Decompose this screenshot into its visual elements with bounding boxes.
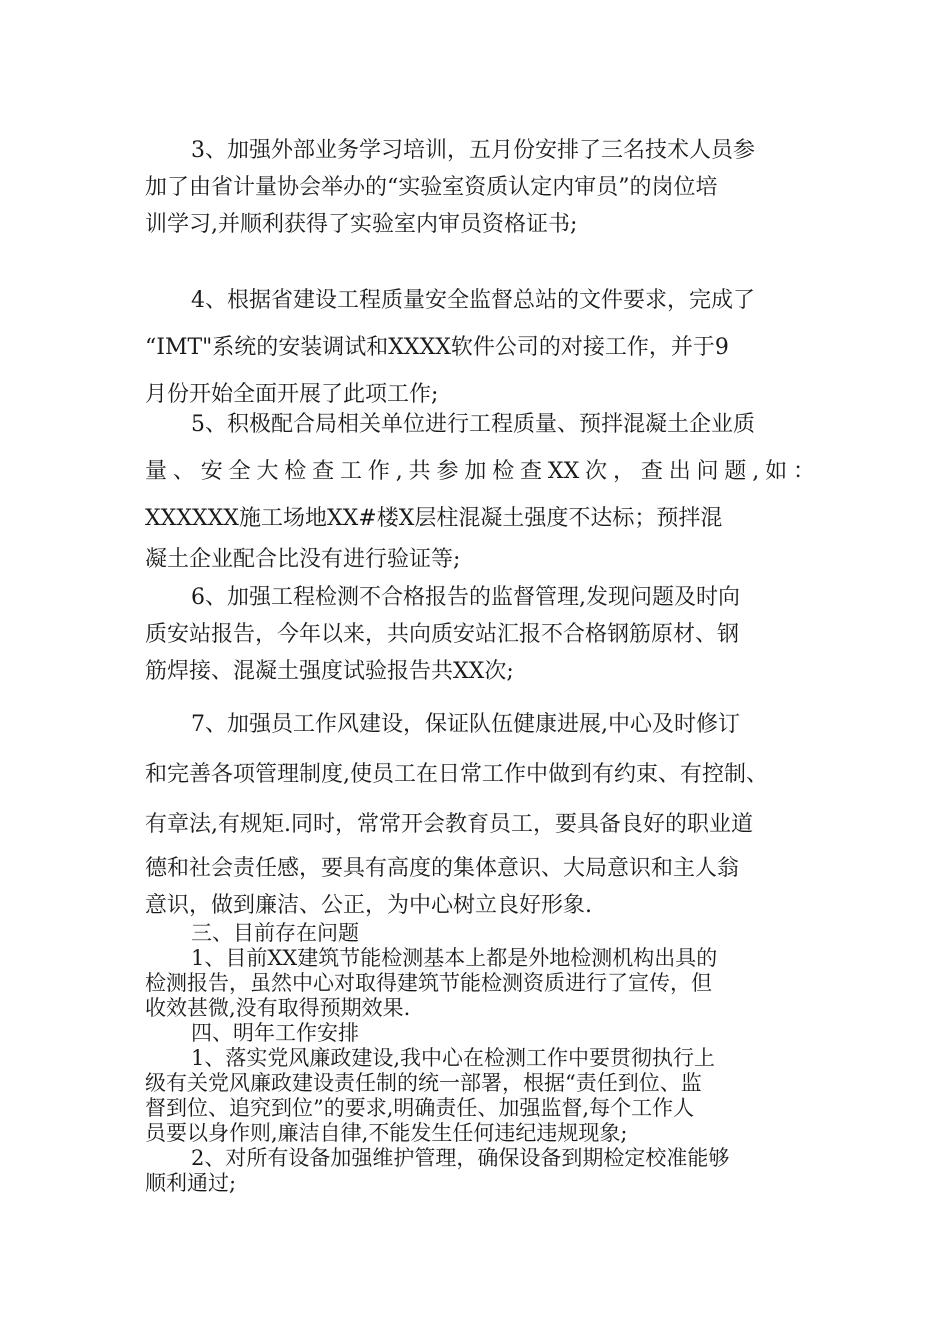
text-line: “IMT"系统的安装调试和XXXX软件公司的对接工作，并于9 bbox=[145, 335, 729, 360]
text-line: 2、对所有设备加强维护管理，确保设备到期检定校准能够 bbox=[191, 1146, 730, 1170]
text-line: 级有关党风廉政建设责任制的统一部署，根据“责任到位、监 bbox=[145, 1071, 702, 1095]
text-line: 量、安全大检查工作,共参加检查XX次，查出问题,如： bbox=[145, 459, 815, 484]
text-line: 6、加强工程检测不合格报告的监督管理,发现问题及时向 bbox=[191, 585, 740, 610]
text-line: 有章法,有规矩.同时，常常开会教育员工，要具备良好的职业道 bbox=[145, 812, 753, 837]
text-line: 5、积极配合局相关单位进行工程质量、预拌混凝土企业质 bbox=[191, 412, 755, 437]
text-line: 顺利通过; bbox=[145, 1171, 237, 1195]
text-line: 检测报告，虽然中心对取得建筑节能检测资质进行了宣传，但 bbox=[145, 971, 712, 995]
text-line: 3、加强外部业务学习培训，五月份安排了三名技术人员参 bbox=[191, 138, 755, 163]
text-line: 收效甚微,没有取得预期效果. bbox=[145, 996, 411, 1020]
text-line: 督到位、追究到位”的要求,明确责任、加强监督,每个工作人 bbox=[145, 1096, 695, 1120]
text-line: 加了由省计量协会举办的“实验室资质认定内审员”的岗位培 bbox=[145, 175, 718, 200]
text-line: 筋焊接、混凝土强度试验报告共XX次; bbox=[145, 659, 514, 684]
text-line: 训学习,并顺利获得了实验室内审员资格证书; bbox=[145, 212, 578, 237]
text-line: 德和社会责任感，要具有高度的集体意识、大局意识和主人翁 bbox=[145, 856, 740, 881]
text-line: 4、根据省建设工程质量安全监督总站的文件要求，完成了 bbox=[191, 288, 755, 313]
section-issues-and-plans bbox=[145, 921, 815, 1196]
text-line: 意识，做到廉洁、公正，为中心树立良好形象. bbox=[145, 893, 592, 918]
paragraph-item-3 bbox=[145, 132, 815, 243]
text-line: 凝土企业配合比没有进行验证等; bbox=[145, 547, 461, 572]
text-line: XXXXXX施工场地XX#楼X层柱混凝土强度不达标；预拌混 bbox=[145, 506, 723, 531]
text-line: 1、落实党风廉政建设,我中心在检测工作中要贯彻执行上 bbox=[191, 1046, 716, 1070]
paragraph-item-4 bbox=[145, 277, 815, 418]
paragraph-item-7 bbox=[145, 700, 815, 924]
text-line: 质安站报告，今年以来，共向质安站汇报不合格钢筋原材、钢 bbox=[145, 622, 740, 647]
text-line: 1、目前XX建筑节能检测基本上都是外地检测机构出具的 bbox=[191, 946, 718, 970]
text-line: 7、加强员工作风建设，保证队伍健康进展,中心及时修订 bbox=[191, 712, 740, 737]
text-line: 月份开始全面开展了此项工作; bbox=[145, 382, 439, 407]
paragraph-item-6 bbox=[145, 579, 815, 690]
section-heading-next-year-plan: 四、明年工作安排 bbox=[191, 1021, 359, 1045]
text-line: 员要以身作则,廉洁自律,不能发生任何违纪违规现象; bbox=[145, 1121, 628, 1145]
section-heading-issues: 三、目前存在问题 bbox=[191, 921, 359, 945]
text-line: 和完善各项管理制度,使员工在日常工作中做到有约束、有控制、 bbox=[145, 762, 768, 787]
paragraph-item-5 bbox=[145, 401, 815, 577]
